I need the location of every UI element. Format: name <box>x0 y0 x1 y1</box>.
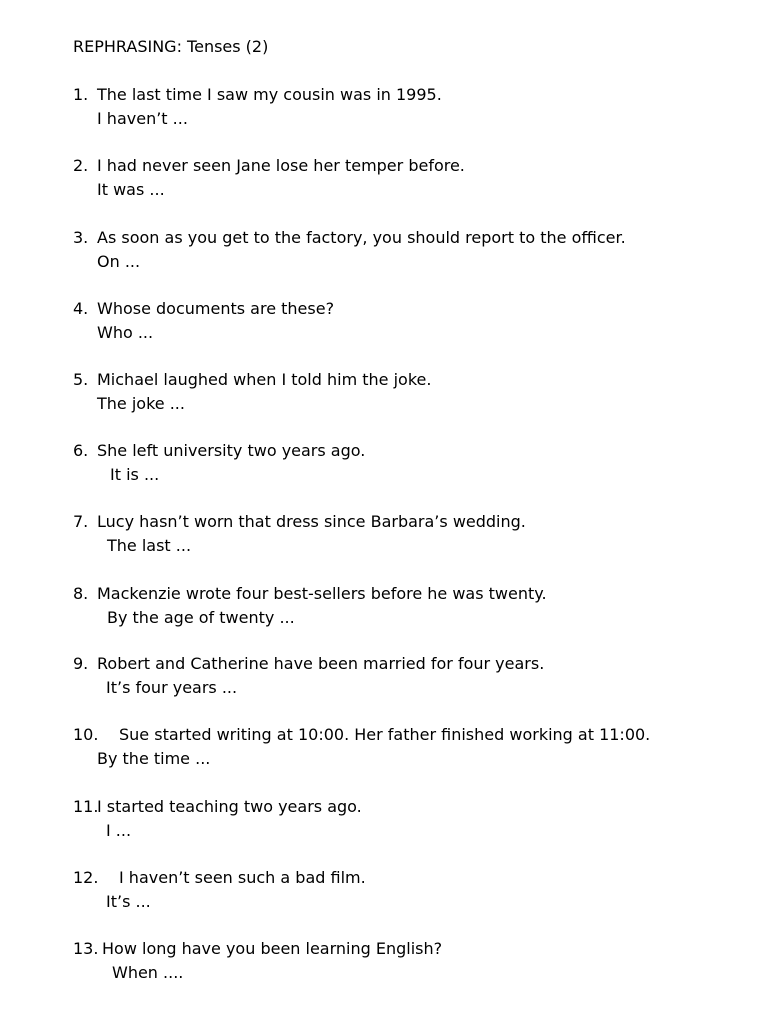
exercise-item <box>73 439 365 486</box>
exercise-sentence-text: I started teaching two years ago. <box>97 797 362 816</box>
exercise-sentence <box>73 297 334 321</box>
exercise-prompt: It was ... <box>97 179 165 199</box>
exercise-item <box>73 226 626 273</box>
exercise-sentence <box>73 510 526 534</box>
exercise-prompt: It’s ... <box>106 891 151 911</box>
exercise-prompt: By the age of twenty ... <box>107 607 295 627</box>
exercise-number: 12. <box>73 868 99 887</box>
exercise-sentence-text: How long have you been learning English? <box>102 939 443 958</box>
exercise-sentence <box>73 226 626 250</box>
exercise-prompt: On ... <box>97 251 141 271</box>
exercise-item <box>73 795 362 842</box>
exercise-sentence <box>73 795 362 819</box>
exercise-item <box>73 652 544 699</box>
exercise-number: 4. <box>73 299 89 318</box>
exercise-prompt: It is ... <box>110 464 160 484</box>
exercise-sentence-text: I haven’t seen such a bad film. <box>119 868 366 887</box>
exercise-sentence <box>73 368 431 392</box>
exercise-prompt: The last ... <box>107 535 192 555</box>
page-title: REPHRASING: Tenses (2) <box>73 37 269 56</box>
exercise-sentence <box>73 723 650 747</box>
exercise-number: 5. <box>73 370 89 389</box>
exercise-number: 1. <box>73 85 89 104</box>
exercise-item <box>73 866 366 913</box>
exercise-number: 8. <box>73 584 89 603</box>
exercise-prompt: I ... <box>106 820 132 840</box>
exercise-sentence-text: Whose documents are these? <box>97 299 335 318</box>
exercise-sentence-text: The last time I saw my cousin was in 1995. <box>97 85 442 104</box>
exercise-sentence <box>73 866 366 890</box>
exercise-item <box>73 937 442 984</box>
exercise-prompt: By the time ... <box>97 748 211 768</box>
exercise-prompt: It’s four years ... <box>106 677 238 697</box>
exercise-item <box>73 297 334 344</box>
exercise-number: 3. <box>73 228 89 247</box>
exercise-prompt: I haven’t ... <box>97 108 188 128</box>
exercise-prompt: Who ... <box>97 322 154 342</box>
exercise-sentence <box>73 83 442 107</box>
exercise-item <box>73 368 431 415</box>
exercise-sentence <box>73 937 442 961</box>
exercise-number: 13. <box>73 939 99 958</box>
exercise-prompt: The joke ... <box>97 393 185 413</box>
exercise-item <box>73 154 465 201</box>
exercise-number: 9. <box>73 654 89 673</box>
exercise-sentence-text: Lucy hasn’t worn that dress since Barbara’s wedding. <box>97 512 526 531</box>
exercise-sentence <box>73 439 365 463</box>
exercise-sentence-text: Sue started writing at 10:00. Her father finished working at 11:00. <box>119 725 651 744</box>
exercise-sentence-text: I had never seen Jane lose her temper before. <box>97 156 465 175</box>
exercise-sentence <box>73 582 547 606</box>
exercise-item <box>73 510 526 557</box>
exercise-sentence-text: Robert and Catherine have been married for four years. <box>97 654 545 673</box>
exercise-sentence-text: Michael laughed when I told him the joke. <box>97 370 432 389</box>
exercise-sentence-text: She left university two years ago. <box>97 441 366 460</box>
exercise-sentence-text: Mackenzie wrote four best-sellers before he was twenty. <box>97 584 547 603</box>
exercise-prompt: When .... <box>112 962 184 982</box>
exercise-item <box>73 582 547 629</box>
exercise-sentence <box>73 154 465 178</box>
exercise-number: 7. <box>73 512 89 531</box>
exercise-sentence-text: As soon as you get to the factory, you should report to the officer. <box>97 228 626 247</box>
exercise-number: 11. <box>73 797 99 816</box>
exercise-item <box>73 83 442 130</box>
exercise-sentence <box>73 652 544 676</box>
exercise-item <box>73 723 650 770</box>
exercise-number: 6. <box>73 441 89 460</box>
exercise-number: 10. <box>73 725 99 744</box>
exercise-number: 2. <box>73 156 89 175</box>
